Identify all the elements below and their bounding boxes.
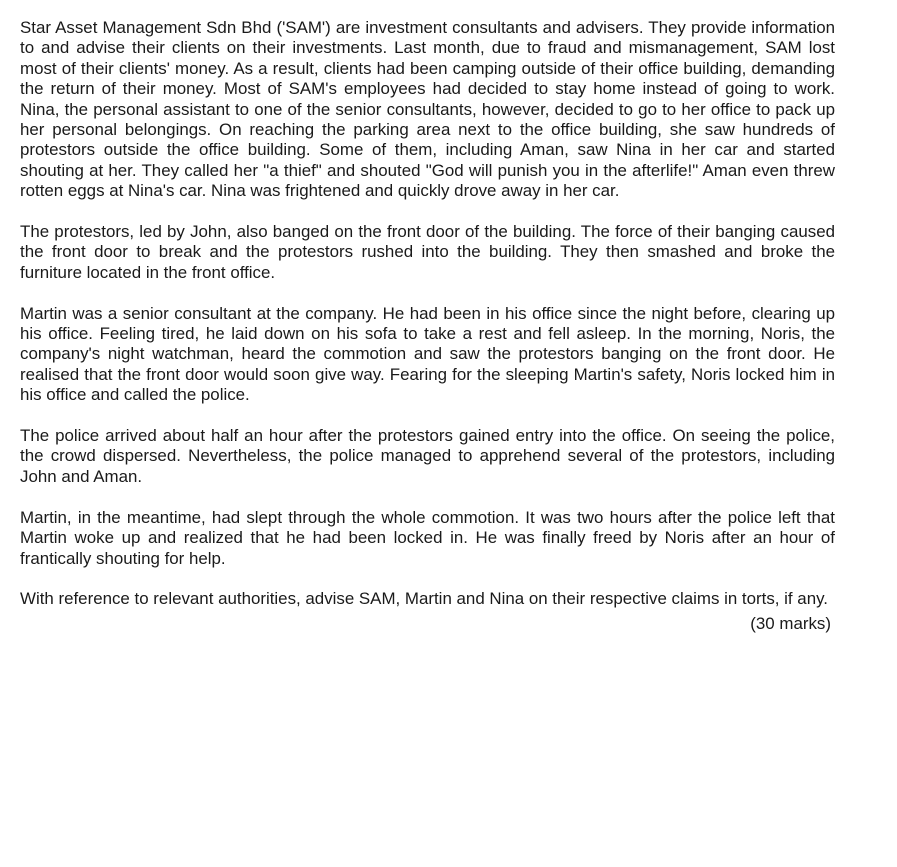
paragraph-martin-locked: Martin was a senior consultant at the company. He had been in his office since the night before, clearing up his office. Feeling tired, he laid down on his sofa to take a rest and fell asleep. In the morning, Noris, the company's night watchman, heard the commotion and saw the protestors banging on the front door. He realised that the front door would soon give way. Fearing for the sleeping Martin's safety, Noris locked him in his office and called the police. [20,303,835,405]
exam-question-document [20,18,835,634]
paragraph-police-arrival: The police arrived about half an hour after the protestors gained entry into the office. On seeing the police, the crowd dispersed. Nevertheless, the police managed to apprehend several of the protestors, including John and Aman. [20,426,835,486]
question-prompt: With reference to relevant authorities, advise SAM, Martin and Nina on their respective claims in torts, if any. [20,589,828,609]
paragraph-martin-freed: Martin, in the meantime, had slept through the whole commotion. It was two hours after the police left that Martin woke up and realized that he had been locked in. He was finally freed by Noris after an hour of frantically shouting for help. [20,507,835,568]
paragraph-background-sam: Star Asset Management Sdn Bhd ('SAM') are investment consultants and advisers. They provide information to and advise their clients on their investments. Last month, due to fraud and mismanagement, SAM lost most of their clients' money. As a result, clients had been camping outside of their office building, demanding the return of their money. Most of SAM's employees had decided to stay home instead of going to work. Nina, the personal assistant to one of the senior consultants, however, decided to go to her office to pack up her personal belongings. On reaching the parking area next to the office building, she saw hundreds of protestors outside the office building. Some of them, including Aman, saw Nina in her car and started shouting at her. They called her "a thief" and shouted "God will punish you in the afterlife!" Aman even threw rotten eggs at Nina's car. Nina was frightened and quickly drove away in her car. [20,18,835,201]
paragraph-protestors-door: The protestors, led by John, also banged on the front door of the building. The force of their banging caused the front door to break and the protestors rushed into the building. They then smashed and broke the furniture located in the front office. [20,222,835,282]
marks-allocation: (30 marks) [750,613,831,633]
